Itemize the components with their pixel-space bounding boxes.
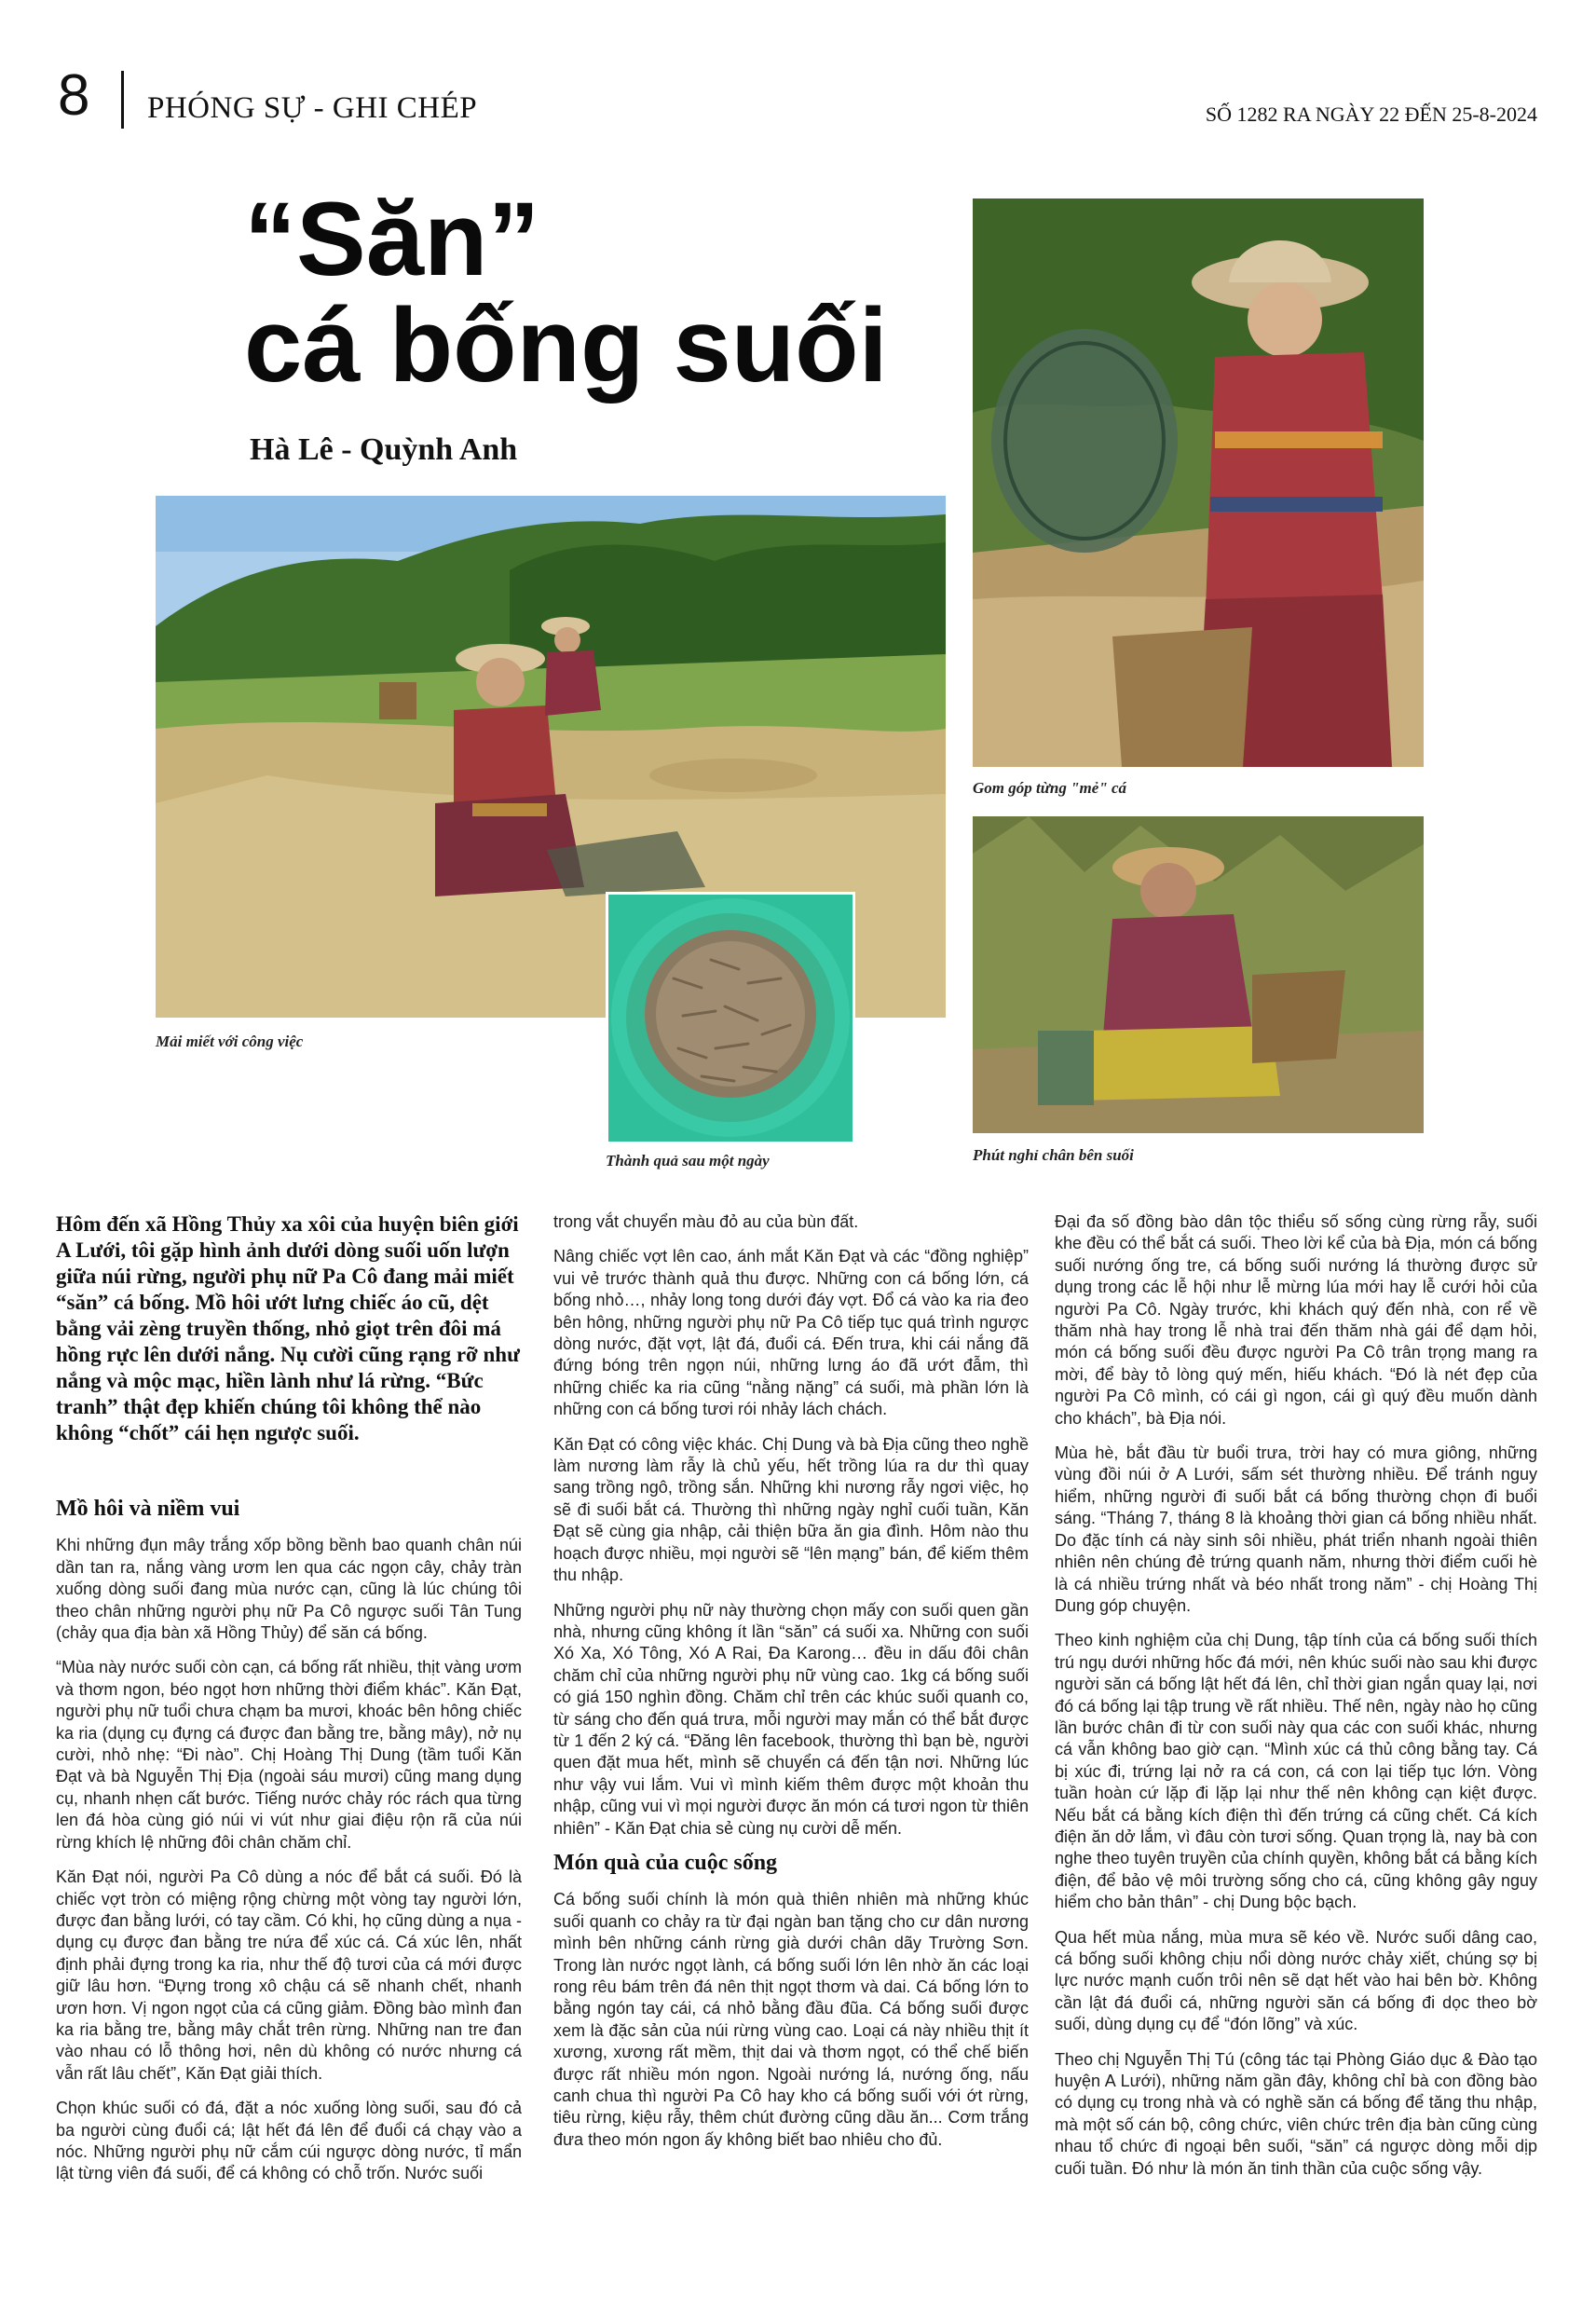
paragraph: Đại đa số đồng bào dân tộc thiểu số sống cùng rừng rẫy, suối khe đều có thể bắt cá suối. Theo lời kể của bà Địa, món cá bống suối nướng ống tre, cá bống suối nướng lá thường được sử dụng trong các lễ hội như lễ mừng lúa mới hay lễ cưới hỏi của người Pa Cô. Ngày trước, khi khách quý đến nhà, con rể về thăm nhà hay trong lễ nhà trai đến thăm nhà gái để dạm hỏi, món cá bống suối đều được người Pa Cô trân trọng mang ra mời, để bày tỏ lòng quý mến, hiếu khách. “Đó là nét đẹp của người Pa Cô mình, có cái gì ngon, cái gì quý đều muốn dành cho khách”, bà Địa nói. xyxy=(1055,1212,1537,1428)
article-lead: Hôm đến xã Hồng Thủy xa xôi của huyện biên giới A Lưới, tôi gặp hình ảnh dưới dòng suối uốn lượn giữa núi rừng, người phụ nữ Pa Cô đang mải miết “săn” cá bống. Mồ hôi ướt lưng chiếc áo cũ, dệt bằng vải zèng truyền thống, nhỏ giọt trên đôi má hồng rực lên dưới nắng. Nụ cười cũng rạng rỡ như nắng và mộc mạc, hiền lành như lá rừng. “Bức tranh” thật đẹp khiến chúng tôi không thể nào không “chốt” cái hẹn ngược suối. xyxy=(56,1212,520,1444)
paragraph: trong vắt chuyển màu đỏ au của bùn đất. xyxy=(553,1212,859,1231)
page-number: 8 xyxy=(58,63,90,128)
paragraph: Qua hết mùa nắng, mùa mưa sẽ kéo về. Nước suối dâng cao, cá bống suối không chịu nổi dòng nước chảy xiết, chúng sợ bị lực nước mạnh cuốn trôi nên sẽ dạt hết vào hai bên bờ. Không cần lật đá đuổi cá, những người săn cá bống đi dọc theo bờ suối, dùng dụng cụ để “đón lõng” và xúc. xyxy=(1055,1927,1537,2034)
article-title xyxy=(244,181,962,404)
caption-right-top-photo: Gom góp từng "mẻ" cá xyxy=(973,779,1127,797)
photo-woman-resting xyxy=(973,816,1424,1133)
caption-right-bottom-photo: Phút nghỉ chân bên suối xyxy=(973,1146,1134,1164)
photo-basket-of-fish xyxy=(606,892,855,1144)
paragraph: Cá bống suối chính là món quà thiên nhiên mà những khúc suối quanh co chảy ra từ đại ngàn ban tặng cho cư dân nương mình bên những cánh rừng già dưới chân dãy Trường Sơn. Trong làn nước ngọt lành, cá bống suối lớn lên nhờ ăn các loại rong rêu bám trên đá nên thịt ngọt thơm và dai. Cá bống lớn to bằng ngón tay cái, cá nhỏ bằng đầu đũa. Cá bống suối được xem là đặc sản của núi rừng vùng cao. Loại cá này nhiều thịt ít xương, xương rất mềm, thịt dai và thơm ngọt, có thể chế biến được rất nhiều món ngon. Ngoài nướng lá, nướng ống, nấu canh chua thì người Pa Cô hay kho cá bống suối với ớt rừng, tiêu rừng, kiệu rẫy, thêm chút đường cũng dầu ăn... Cơm trắng đưa theo món ngon ấy không biết bao nhiêu cho đủ. xyxy=(553,1890,1029,2149)
caption-main-photo: Mải miết với công việc xyxy=(156,1033,304,1050)
title-line-2: cá bống suối xyxy=(244,287,888,404)
paragraph: “Mùa này nước suối còn cạn, cá bống rất nhiều, thịt vàng ươm và thơm ngon, béo ngọt hơn những thời điểm khác”. Kăn Đạt, người phụ nữ tuổi chưa chạm ba mươi, khoác bên hông chiếc ka ria (dụng cụ đựng cá được đan bằng tre, bằng mây), nở nụ cười, nhỏ nhẹ: “Đi nào”. Chị Hoàng Thị Dung (tầm tuổi Kăn Đạt và bà Nguyễn Thị Địa (ngoài sáu mươi) cũng mang dụng cụ, nhanh nhẹn cất bước. Tiếng nước chảy róc rách qua từng len đá hòa cùng gió núi vi vút như giai điệu rộn rã của núi rừng khích lệ những đôi chân chăm chỉ. xyxy=(56,1658,522,1852)
article-column-1 xyxy=(56,1211,522,2198)
subheading-mo-hoi: Mồ hôi và niềm vui xyxy=(56,1497,240,1521)
paragraph: Những người phụ nữ này thường chọn mấy con suối quen gần nhà, nhưng cũng không ít lần “săn” cá suối xa. Những con suối Xó Xa, Xó Tông, Xó A Rai, Đa Karong… đều in dấu đôi chân chăm chỉ của những người phụ nữ vùng cao. 1kg cá bống suối có giá 150 nghìn đồng. Chăm chỉ trên các khúc suối quanh co, từ sáng cho đến quá trưa, mỗi người may mắn có thể bắt được từ 1 đến 2 ký cá. “Đăng lên facebook, thường thì bạn bè, người quen đặt mua hết, mình sẽ chuyển cá đến tận nơi. Những lúc như vậy vui lắm. Vui vì mình kiếm thêm được một khoản thu nhập, cũng vui vì mọi người được ăn món cá tươi ngon từ thiên nhiên” - Kăn Đạt chia sẻ cùng nụ cười dễ mến. xyxy=(553,1600,1029,1838)
byline: Hà Lê - Quỳnh Anh xyxy=(250,432,518,467)
paragraph: Mùa hè, bắt đầu từ buổi trưa, trời hay có mưa giông, những vùng đồi núi ở A Lưới, sấm sét thường nhiều. Để tránh nguy hiểm, những người đi suối bắt cá bống thường chọn đi buổi sáng. “Tháng 7, tháng 8 là khoảng thời gian cá bống nhiều nhất. Do đặc tính cá này sinh sôi nhiều, phát triển nhanh ngoài thiên nhiên nên chúng đẻ trứng quanh năm, nhưng thời điểm cuối hè là cá nhiều trứng nhất và béo nhất trong năm” - chị Hoàng Thị Dung góp chuyện. xyxy=(1055,1443,1537,1615)
paragraph: Kăn Đạt có công việc khác. Chị Dung và bà Địa cũng theo nghề làm nương làm rẫy là chủ yếu, hết trồng lúa ra dư thì quay sang trồng ngô, trồng sắn. Những khi nương rẫy ngơi việc, họ sẽ đi suối bắt cá. Thường thì những ngày nghỉ cuối tuần, Kăn Đạt sẽ cùng gia nhập, cải thiện bữa ăn gia đình. Hôm nào thu hoạch được nhiều, mọi người sẽ “lên mạng” bán, để kiếm thêm thu nhập. xyxy=(553,1434,1029,1585)
paragraph: Nâng chiếc vợt lên cao, ánh mắt Kăn Đạt và các “đồng nghiệp” vui vẻ trước thành quả thu được. Những con cá bống lớn, cá bống nhỏ…, nhảy long tong dưới đáy vợt. Đổ cá vào ka ria đeo bên hông, những người phụ nữ Pa Cô tiếp tục quá trình ngược dòng nước, đặt vợt, lật đá, đuổi cá. Đến trưa, khi cái nắng đã đứng bóng trên ngọn núi, những lưng áo đã ướt đẫm, thì những chiếc ka ria cũng “nằng nặng” cá suối, mà phần lớn là những con cá bống tươi rói nhảy lách chách. xyxy=(553,1247,1029,1419)
paragraph: Chọn khúc suối có đá, đặt a nóc xuống lòng suối, sau đó cả ba người cùng đuổi cá; lật hết đá lên để đuổi cá chạy vào a nóc. Những người phụ nữ cắm cúi ngược dòng nước, tỉ mẩn lật từng viên đá suối, để cá không có chỗ trốn. Nước suối xyxy=(56,2099,522,2183)
paragraph: Theo chị Nguyễn Thị Tú (công tác tại Phòng Giáo dục & Đào tạo huyện A Lưới), những năm gần đây, không chỉ bà con đồng bào có dụng cụ trong nhà và có nghề săn cá bống để tăng thu nhập, mà một số cán bộ, công chức, viên chức trên địa bàn cũng cùng nhau tổ chức đi ngoại bên suối, “săn” cá ngược dòng mỗi dịp cuối tuần. Đó như là món ăn tinh thần của cuộc sống vậy. xyxy=(1055,2049,1537,2178)
issue-info: SỐ 1282 RA NGÀY 22 ĐẾN 25-8-2024 xyxy=(1205,103,1537,126)
header-divider xyxy=(121,71,124,129)
caption-inset-photo: Thành quả sau một ngày xyxy=(606,1152,770,1170)
photo-woman-holding-net xyxy=(973,198,1424,767)
title-line-1: “Săn” xyxy=(244,181,540,297)
article-column-3 xyxy=(1055,1211,1537,2193)
subheading-mon-qua: Món quà của cuộc sống xyxy=(553,1850,778,1875)
paragraph: Theo kinh nghiệm của chị Dung, tập tính của cá bống suối thích trú ngụ dưới những hốc đá mới, nên khúc suối nào sau khi được người săn cá bống lật hết đá lên, chỉ thời gian ngắn quay lại, nơi đó cá bống lại tập trung về rất nhiều. Thế nên, ngày nào họ cũng lần bước chân đi từ con suối này qua các con suối khác, nhưng cá vẫn không bao giờ cạn. “Mình xúc cá thủ công bằng tay. Cá bị xúc đi, trứng lại nở ra cá con, cá con lại tiếp tục lớn. Vòng tuần hoàn cứ lặp đi lặp lại như thế nên không cạn kiệt được. Nếu bắt cá bằng kích điện thì đến trứng cá cũng chết. Cá kích điện ăn dở lắm, vì đâu còn tươi sống. Quan trọng là, nay bà con nghe theo tuyên truyền của chính quyền, không bắt cá bằng kích điện, để bảo vệ môi trường sống cho cá, cũng không gây nguy hiểm cho bản thân” - chị Dung bộc bạch. xyxy=(1055,1631,1537,1912)
paragraph: Khi những đụn mây trắng xốp bồng bềnh bao quanh chân núi dần tan ra, nắng vàng ươm len qua các ngọn cây, chảy tràn xuống dòng suối đang mùa nước cạn, cũng là lúc chúng tôi theo chân những người phụ nữ Pa Cô ngược suối Tân Tung (chảy qua địa bàn xã Hồng Thủy) để săn cá bống. xyxy=(56,1536,522,1643)
section-title: PHÓNG SỰ - GHI CHÉP xyxy=(147,91,478,125)
paragraph: Kăn Đạt nói, người Pa Cô dùng a nóc để bắt cá suối. Đó là chiếc vợt tròn có miệng rộng chừng một vòng tay người lớn, được đan bằng lưới, có tay cầm. Có khi, họ cũng dùng a nụa - dụng cụ được đan bằng tre nứa để xúc cá. Cá xúc lên, nhất định phải đựng trong ka ria, như thế độ tươi của cá mới được giữ lâu hơn. “Đựng trong xô chậu cá sẽ nhanh chết, nhanh ươn hơn. Vị ngon ngọt của cá cũng giảm. Đồng bào mình đan ka ria bằng tre, bằng mây chắt trên rừng. Những nan tre đan vào nhau có lỗ thông hơi, nên dù không có nước nhưng cá vẫn rất lâu chết”, Kăn Đạt giải thích. xyxy=(56,1867,522,2083)
article-column-2 xyxy=(553,1211,1029,2164)
